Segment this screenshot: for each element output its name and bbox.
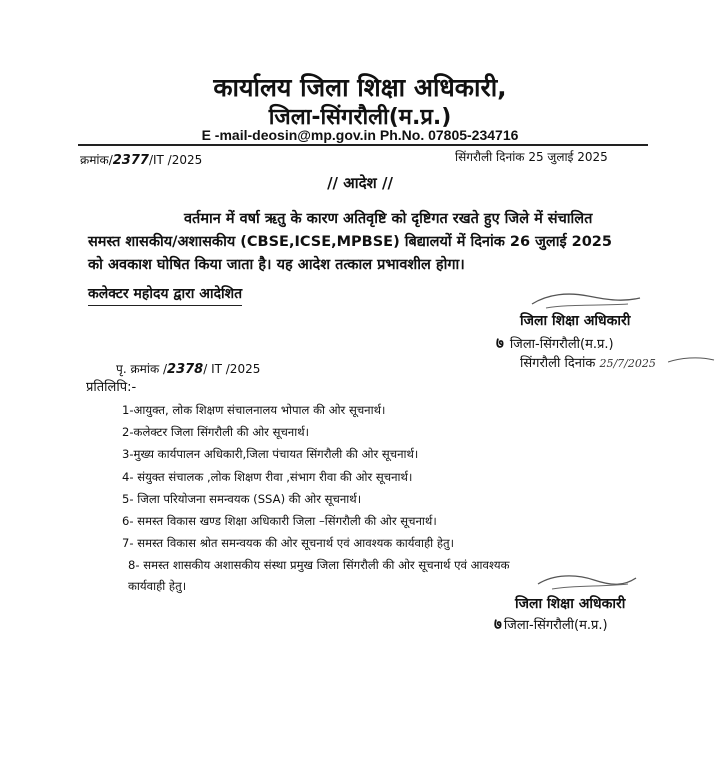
list-item: 6- समस्त विकास खण्ड शिक्षा अधिकारी जिला –सिंगरौली की ओर सूचनार्थ। — [122, 514, 437, 529]
office-title: कार्यालय जिला शिक्षा अधिकारी, — [213, 73, 507, 102]
endorsement-handwritten-number: 2378 — [167, 362, 204, 377]
list-item: 8- समस्त शासकीय अशासकीय संस्था प्रमुख जिला सिंगरौली की ओर सूचनार्थ एवं आवश्यक — [128, 558, 510, 573]
district-text: जिला-सिंगरौली(म.प्र.) — [503, 618, 608, 633]
date-label: सिंगरौली दिनांक — [520, 356, 596, 371]
signature-mark: ७ — [496, 334, 504, 352]
office-district: जिला-सिंगरौली(म.प्र.) — [268, 105, 452, 130]
endorsement-number — [116, 360, 260, 377]
signatory-district — [494, 614, 608, 634]
copy-list — [122, 399, 510, 595]
list-item: 3-मुख्य कार्यपालन अधिकारी,जिला पंचायत सिंगरौली की ओर सूचनार्थ। — [122, 447, 419, 462]
signatory-designation: जिला शिक्षा अधिकारी — [520, 313, 631, 329]
pen-stroke-icon — [668, 354, 716, 368]
contact-line: E -mail-deosin@mp.gov.in Ph.No. 07805-234716 — [201, 127, 519, 143]
order-body — [88, 208, 678, 277]
order-body-line: वर्तमान में वर्षा ऋतु के कारण अतिवृष्टि को दृष्टिगत रखते हुए जिले में संचालित — [184, 211, 593, 227]
issue-date: सिंगरौली दिनांक 25 जुलाई 2025 — [455, 150, 608, 164]
list-item: कार्यवाही हेतु। — [128, 578, 187, 593]
header-divider — [78, 144, 648, 146]
signature-scribble-icon — [532, 572, 642, 594]
reference-handwritten-number: 2377 — [112, 153, 149, 168]
handwritten-date: 25/7/2025 — [599, 357, 656, 370]
list-item: 4- संयुक्त संचालक ,लोक शिक्षण रीवा ,संभाग रीवा की ओर सूचनार्थ। — [122, 469, 413, 484]
order-body-line: समस्त शासकीय/अशासकीय (CBSE,ICSE,MPBSE) बिद्यालयों में दिनांक 26 जुलाई 2025 — [88, 234, 612, 250]
endorsement-prefix: पृ. क्रमांक / — [116, 362, 168, 376]
signatory-district — [496, 333, 614, 353]
signatory-designation: जिला शिक्षा अधिकारी — [515, 596, 626, 612]
copy-to-label: प्रतिलिपि:- — [86, 380, 137, 395]
district-text: जिला-सिंगरौली(म.प्र.) — [509, 337, 614, 352]
list-item: 2-कलेक्टर जिला सिंगरौली की ओर सूचनार्थ। — [122, 425, 310, 440]
reference-suffix: /IT /2025 — [148, 153, 203, 167]
endorsement-suffix: / IT /2025 — [203, 362, 261, 376]
authority-line: कलेक्टर महोदय द्वारा आदेशित — [88, 284, 242, 306]
reference-number — [80, 151, 202, 168]
list-item: 5- जिला परियोजना समन्वयक (SSA) की ओर सूचनार्थ। — [122, 491, 362, 506]
order-heading: // आदेश // — [327, 174, 393, 192]
list-item: 1-आयुक्त, लोक शिक्षण संचालनालय भोपाल की ओर सूचनार्थ। — [122, 403, 386, 417]
reference-prefix: क्रमांक/ — [80, 153, 113, 167]
list-item: 7- समस्त विकास श्रोत समन्वयक की ओर सूचनार्थ एवं आवश्यक कार्यवाही हेतु। — [122, 536, 454, 551]
signature-mark: ७ — [494, 615, 502, 633]
order-body-line: को अवकाश घोषित किया जाता है। यह आदेश तत्काल प्रभावशील होगा। — [88, 257, 465, 273]
signature-date — [520, 353, 656, 371]
